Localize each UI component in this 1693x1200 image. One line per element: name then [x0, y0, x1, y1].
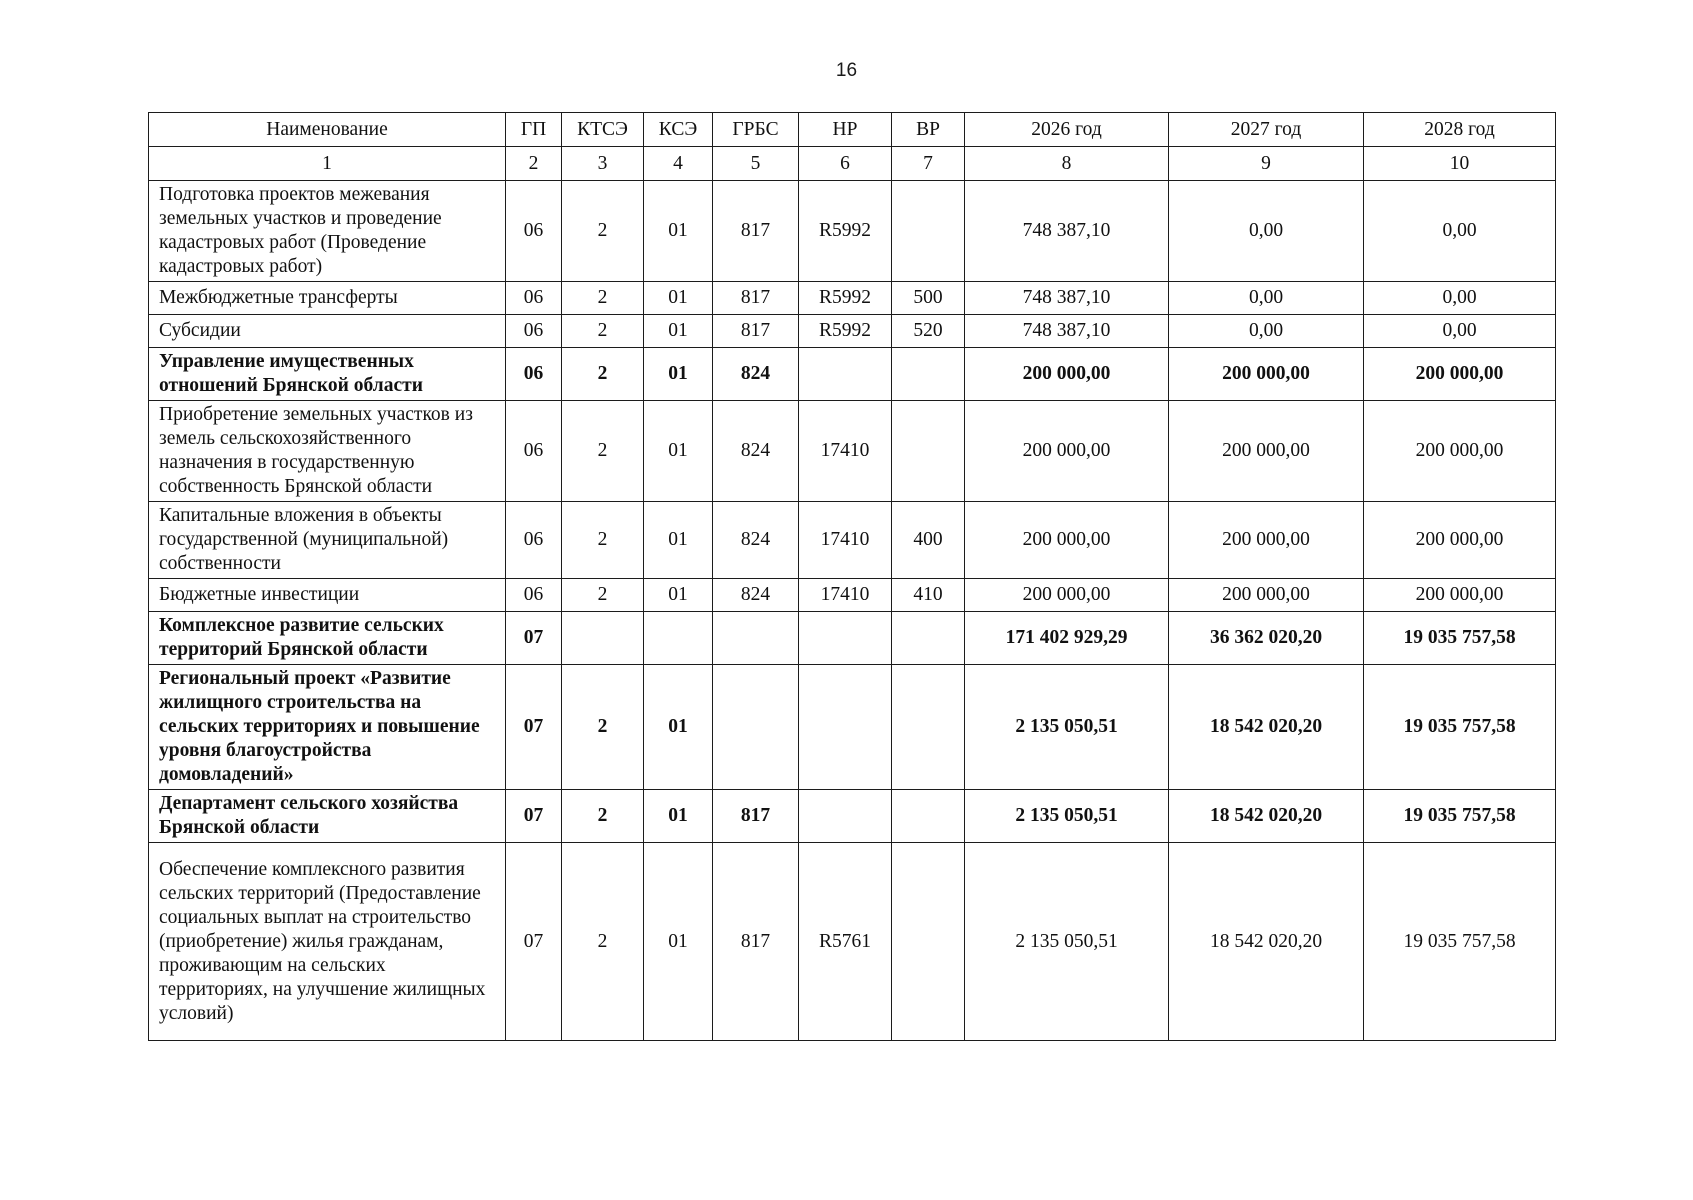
cell-year-2026: 2 135 050,51: [965, 843, 1169, 1041]
cell-year-2027: 36 362 020,20: [1169, 612, 1364, 665]
cell-gp: 07: [506, 612, 562, 665]
header-gp: ГП: [506, 113, 562, 147]
cell-nr: 17410: [799, 579, 892, 612]
cell-grbs: 824: [713, 348, 799, 401]
cell-year-2028: 200 000,00: [1364, 502, 1556, 579]
header-number: 9: [1169, 147, 1364, 181]
cell-grbs: [713, 612, 799, 665]
cell-grbs: [713, 665, 799, 790]
cell-nr: R5761: [799, 843, 892, 1041]
cell-vr: 410: [892, 579, 965, 612]
table-row: [149, 315, 1556, 348]
cell-vr: [892, 612, 965, 665]
header-nr: НР: [799, 113, 892, 147]
cell-ktse: 2: [562, 401, 644, 502]
cell-ktse: 2: [562, 502, 644, 579]
header-number: 2: [506, 147, 562, 181]
cell-grbs: 817: [713, 181, 799, 282]
cell-kse: [644, 612, 713, 665]
cell-gp: 06: [506, 579, 562, 612]
cell-grbs: 817: [713, 790, 799, 843]
table-row: [149, 401, 1556, 502]
cell-gp: 07: [506, 665, 562, 790]
cell-gp: 06: [506, 282, 562, 315]
cell-year-2028: 200 000,00: [1364, 579, 1556, 612]
cell-name: Региональный проект «Развитие жилищного строительства на сельских территориях и повышение уровня благоустройства домовладений»: [149, 665, 506, 790]
cell-kse: 01: [644, 315, 713, 348]
cell-grbs: 817: [713, 843, 799, 1041]
cell-ktse: 2: [562, 665, 644, 790]
cell-vr: [892, 348, 965, 401]
table-row: [149, 282, 1556, 315]
header-number: 6: [799, 147, 892, 181]
header-number: 10: [1364, 147, 1556, 181]
cell-year-2028: 19 035 757,58: [1364, 790, 1556, 843]
cell-name: Департамент сельского хозяйства Брянской области: [149, 790, 506, 843]
table-row: [149, 348, 1556, 401]
table-row: [149, 502, 1556, 579]
cell-year-2026: 748 387,10: [965, 181, 1169, 282]
cell-vr: [892, 790, 965, 843]
cell-vr: 500: [892, 282, 965, 315]
cell-year-2027: 18 542 020,20: [1169, 843, 1364, 1041]
header-ktse: КТСЭ: [562, 113, 644, 147]
cell-year-2027: 18 542 020,20: [1169, 790, 1364, 843]
cell-ktse: 2: [562, 348, 644, 401]
cell-ktse: 2: [562, 282, 644, 315]
cell-grbs: 817: [713, 315, 799, 348]
header-number: 1: [149, 147, 506, 181]
cell-vr: 520: [892, 315, 965, 348]
cell-name: Субсидии: [149, 315, 506, 348]
table-row: [149, 579, 1556, 612]
cell-year-2026: 748 387,10: [965, 282, 1169, 315]
header-number-row: [149, 147, 1556, 181]
cell-gp: 06: [506, 181, 562, 282]
header-number: 3: [562, 147, 644, 181]
cell-grbs: 824: [713, 502, 799, 579]
cell-year-2027: 200 000,00: [1169, 579, 1364, 612]
header-number: 5: [713, 147, 799, 181]
table-header: [149, 113, 1556, 181]
cell-year-2026: 2 135 050,51: [965, 790, 1169, 843]
table-row: [149, 790, 1556, 843]
header-number: 8: [965, 147, 1169, 181]
cell-gp: 06: [506, 315, 562, 348]
table-row: [149, 612, 1556, 665]
cell-year-2026: 2 135 050,51: [965, 665, 1169, 790]
cell-nr: R5992: [799, 315, 892, 348]
cell-name: Комплексное развитие сельских территорий Брянской области: [149, 612, 506, 665]
cell-grbs: 824: [713, 401, 799, 502]
cell-nr: R5992: [799, 181, 892, 282]
cell-vr: [892, 665, 965, 790]
cell-year-2026: 200 000,00: [965, 348, 1169, 401]
table-row: [149, 181, 1556, 282]
header-grbs: ГРБС: [713, 113, 799, 147]
header-row: [149, 113, 1556, 147]
cell-gp: 06: [506, 401, 562, 502]
cell-year-2028: 19 035 757,58: [1364, 665, 1556, 790]
header-number: 7: [892, 147, 965, 181]
cell-gp: 06: [506, 348, 562, 401]
budget-table: [148, 112, 1556, 1041]
cell-year-2026: 200 000,00: [965, 401, 1169, 502]
cell-year-2028: 0,00: [1364, 282, 1556, 315]
cell-ktse: 2: [562, 181, 644, 282]
cell-vr: 400: [892, 502, 965, 579]
header-name: Наименование: [149, 113, 506, 147]
header-number: 4: [644, 147, 713, 181]
header-year-2027: 2027 год: [1169, 113, 1364, 147]
cell-nr: [799, 790, 892, 843]
header-kse: КСЭ: [644, 113, 713, 147]
cell-year-2026: 171 402 929,29: [965, 612, 1169, 665]
cell-name: Приобретение земельных участков из земель сельскохозяйственного назначения в государственную собственность Брянской области: [149, 401, 506, 502]
cell-kse: 01: [644, 579, 713, 612]
cell-kse: 01: [644, 790, 713, 843]
cell-year-2027: 0,00: [1169, 315, 1364, 348]
cell-nr: 17410: [799, 401, 892, 502]
cell-gp: 06: [506, 502, 562, 579]
cell-ktse: 2: [562, 790, 644, 843]
cell-year-2028: 19 035 757,58: [1364, 843, 1556, 1041]
cell-year-2027: 200 000,00: [1169, 401, 1364, 502]
cell-kse: 01: [644, 843, 713, 1041]
cell-name: Межбюджетные трансферты: [149, 282, 506, 315]
cell-kse: 01: [644, 181, 713, 282]
cell-vr: [892, 401, 965, 502]
cell-nr: R5992: [799, 282, 892, 315]
cell-year-2028: 0,00: [1364, 181, 1556, 282]
cell-year-2027: 0,00: [1169, 181, 1364, 282]
cell-kse: 01: [644, 282, 713, 315]
cell-nr: [799, 665, 892, 790]
cell-year-2027: 200 000,00: [1169, 348, 1364, 401]
cell-ktse: 2: [562, 579, 644, 612]
header-year-2028: 2028 год: [1364, 113, 1556, 147]
cell-year-2028: 200 000,00: [1364, 401, 1556, 502]
cell-name: Подготовка проектов межевания земельных участков и проведение кадастровых работ (Проведение кадастровых работ): [149, 181, 506, 282]
cell-gp: 07: [506, 790, 562, 843]
cell-vr: [892, 181, 965, 282]
cell-nr: [799, 348, 892, 401]
cell-year-2028: 200 000,00: [1364, 348, 1556, 401]
cell-nr: [799, 612, 892, 665]
cell-kse: 01: [644, 502, 713, 579]
cell-name: Бюджетные инвестиции: [149, 579, 506, 612]
page-number: 16: [835, 60, 858, 81]
cell-year-2026: 748 387,10: [965, 315, 1169, 348]
cell-nr: 17410: [799, 502, 892, 579]
cell-gp: 07: [506, 843, 562, 1041]
cell-year-2027: 200 000,00: [1169, 502, 1364, 579]
cell-year-2026: 200 000,00: [965, 502, 1169, 579]
table-body: [149, 181, 1556, 1041]
table-row: [149, 843, 1556, 1041]
cell-name: Обеспечение комплексного развития сельских территорий (Предоставление социальных выплат на строительство (приобретение) жилья гражданам, проживающим на сельских территориях, на улучшение жилищных условий): [149, 843, 506, 1041]
table-row: [149, 665, 1556, 790]
cell-year-2026: 200 000,00: [965, 579, 1169, 612]
cell-kse: 01: [644, 348, 713, 401]
cell-ktse: 2: [562, 315, 644, 348]
cell-kse: 01: [644, 665, 713, 790]
cell-year-2027: 0,00: [1169, 282, 1364, 315]
cell-year-2027: 18 542 020,20: [1169, 665, 1364, 790]
header-year-2026: 2026 год: [965, 113, 1169, 147]
cell-name: Управление имущественных отношений Брянской области: [149, 348, 506, 401]
header-vr: ВР: [892, 113, 965, 147]
cell-year-2028: 0,00: [1364, 315, 1556, 348]
cell-kse: 01: [644, 401, 713, 502]
cell-year-2028: 19 035 757,58: [1364, 612, 1556, 665]
cell-grbs: 824: [713, 579, 799, 612]
cell-name: Капитальные вложения в объекты государственной (муниципальной) собственности: [149, 502, 506, 579]
cell-ktse: [562, 612, 644, 665]
cell-grbs: 817: [713, 282, 799, 315]
cell-vr: [892, 843, 965, 1041]
cell-ktse: 2: [562, 843, 644, 1041]
